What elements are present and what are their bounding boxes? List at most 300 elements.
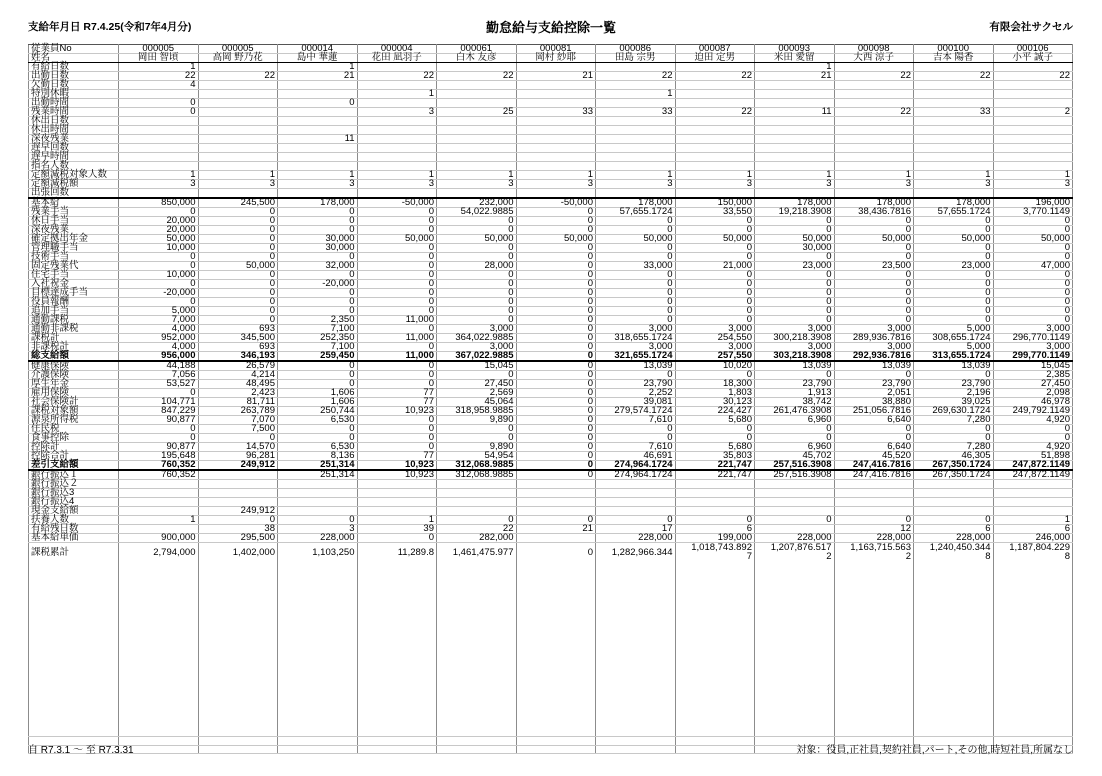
- value-cell: 221,747: [675, 470, 755, 480]
- value-cell: [357, 498, 437, 507]
- value-cell: 3: [914, 180, 994, 189]
- value-cell: 77: [357, 398, 437, 407]
- value-cell: [119, 153, 199, 162]
- value-cell: 364,022.9885: [437, 334, 517, 343]
- value-cell: 0: [993, 316, 1073, 325]
- value-cell: 0: [119, 434, 199, 443]
- value-cell: 4,920: [993, 416, 1073, 425]
- value-cell: 0: [675, 425, 755, 434]
- value-cell: 0: [357, 425, 437, 434]
- value-cell: 0: [516, 380, 596, 389]
- value-cell: 3,770.1149: [993, 208, 1073, 217]
- row-label: 出勤時間: [29, 99, 119, 108]
- value-cell: 21: [278, 72, 358, 81]
- value-cell: [278, 498, 358, 507]
- value-cell: [755, 543, 835, 562]
- value-cell: 274,964.1724: [596, 461, 676, 471]
- value-cell: 0: [993, 280, 1073, 289]
- blank-cell: [596, 737, 676, 746]
- value-cell: [993, 81, 1073, 90]
- blank-cell: [993, 562, 1073, 737]
- target-employees: 対象：役員,正社員,契約社員,パート,その他,時短社員,所属なし: [796, 745, 1073, 756]
- value-cell: 30,000: [278, 244, 358, 253]
- value-cell: [675, 90, 755, 99]
- value-cell: [993, 99, 1073, 108]
- value-cell: 0: [596, 298, 676, 307]
- value-cell: [993, 489, 1073, 498]
- value-cell: -20,000: [119, 289, 199, 298]
- table-row: [29, 198, 1073, 208]
- value-cell: 0: [198, 434, 278, 443]
- value-cell: 1: [993, 516, 1073, 525]
- value-cell: 1,913: [755, 389, 835, 398]
- value-cell: 367,022.9885: [437, 352, 517, 362]
- value-cell: 0: [675, 434, 755, 443]
- value-cell: 1: [357, 171, 437, 180]
- value-cell: 0: [516, 325, 596, 334]
- value-cell: 6,640: [834, 443, 914, 452]
- value-cell: 6,530: [278, 416, 358, 425]
- value-cell: 28,000: [437, 262, 517, 271]
- value-cell: [437, 126, 517, 135]
- blank-cell: [596, 562, 676, 737]
- value-cell: [516, 117, 596, 126]
- value-cell: [675, 498, 755, 507]
- value-cell: [357, 480, 437, 489]
- value-cell: [675, 81, 755, 90]
- value-cell: 760,352: [119, 461, 199, 471]
- value-cell: 292,936.7816: [834, 352, 914, 362]
- value-cell: 0: [278, 217, 358, 226]
- value-cell: 0: [516, 452, 596, 461]
- value-cell: [834, 489, 914, 498]
- value-cell: [755, 480, 835, 489]
- blank-cell: [437, 745, 517, 754]
- value-cell: 0: [675, 253, 755, 262]
- value-cell: 22: [914, 72, 994, 81]
- value-cell: 0: [516, 407, 596, 416]
- employee-name-cell: 大西 涼子: [834, 54, 914, 63]
- row-label: 課税計: [29, 334, 119, 343]
- value-cell: 318,958.9885: [437, 407, 517, 416]
- value-cell: [755, 126, 835, 135]
- value-cell: 0: [834, 516, 914, 525]
- row-label: 確定拠出年金: [29, 235, 119, 244]
- row-label: 定額減税額: [29, 180, 119, 189]
- value-cell: 20,000: [119, 217, 199, 226]
- value-cell: 39,081: [596, 398, 676, 407]
- value-cell: [914, 153, 994, 162]
- value-cell: 0: [198, 307, 278, 316]
- value-cell: 50,000: [755, 235, 835, 244]
- employee-name-cell: 高岡 野乃花: [198, 54, 278, 63]
- value-cell: 0: [755, 253, 835, 262]
- value-cell: 0: [437, 226, 517, 235]
- value-cell: [914, 162, 994, 171]
- value-cell: [516, 543, 596, 562]
- value-cell: 50,000: [596, 235, 676, 244]
- value-cell: 0: [357, 244, 437, 253]
- value-cell: 0: [278, 271, 358, 280]
- value-cell: 0: [914, 280, 994, 289]
- value-cell: 2,098: [993, 389, 1073, 398]
- value-cell: [198, 153, 278, 162]
- row-label: 課税対象額: [29, 407, 119, 416]
- value-cell: 0: [119, 298, 199, 307]
- value-cell: [516, 126, 596, 135]
- value-cell: 0: [516, 289, 596, 298]
- value-cell: 23,000: [914, 262, 994, 271]
- value-cell: 2,196: [914, 389, 994, 398]
- value-cell: 956,000: [119, 352, 199, 362]
- value-cell: [357, 117, 437, 126]
- blank-cell: [834, 562, 914, 737]
- value-cell: 0: [516, 307, 596, 316]
- value-cell: [993, 117, 1073, 126]
- value-cell: [119, 162, 199, 171]
- value-cell: 50,000: [198, 262, 278, 271]
- value-cell: 900,000: [119, 534, 199, 543]
- value-cell: 0: [278, 253, 358, 262]
- value-cell: 18,300: [675, 380, 755, 389]
- value-cell: 1: [278, 171, 358, 180]
- value-cell: [357, 144, 437, 153]
- value-cell: 0: [755, 217, 835, 226]
- value-cell: [834, 507, 914, 516]
- value-cell: 0: [516, 316, 596, 325]
- value-cell: [834, 135, 914, 144]
- value-cell: 13,039: [596, 361, 676, 371]
- value-cell: [198, 126, 278, 135]
- value-cell: [278, 162, 358, 171]
- value-cell: 32,000: [278, 262, 358, 271]
- value-cell: [914, 489, 994, 498]
- value-cell: 0: [278, 371, 358, 380]
- row-label: 住民税: [29, 425, 119, 434]
- value-cell: [596, 144, 676, 153]
- value-cell: 0: [914, 371, 994, 380]
- value-cell: 26,579: [198, 361, 278, 371]
- row-label: 遅早回数: [29, 144, 119, 153]
- value-cell: 3,000: [834, 325, 914, 334]
- value-cell: 1: [516, 171, 596, 180]
- value-cell: 0: [834, 425, 914, 434]
- value-cell: 9,890: [437, 416, 517, 425]
- value-cell: 21: [755, 72, 835, 81]
- value-cell: 0: [516, 334, 596, 343]
- value-cell: 0: [516, 389, 596, 398]
- value-cell: 13,039: [755, 361, 835, 371]
- value-cell: 51,898: [993, 452, 1073, 461]
- value-text: 1,282,966.344: [611, 546, 673, 558]
- value-cell: 0: [119, 389, 199, 398]
- value-cell: 850,000: [119, 198, 199, 208]
- value-cell: [834, 162, 914, 171]
- value-text: 0: [587, 546, 593, 558]
- value-cell: 0: [357, 371, 437, 380]
- value-cell: 6,960: [755, 443, 835, 452]
- employee-name-cell: 迫田 定男: [675, 54, 755, 63]
- value-cell: 0: [596, 425, 676, 434]
- value-cell: 0: [755, 371, 835, 380]
- table-row: [29, 90, 1073, 99]
- blank-cell: [29, 562, 119, 737]
- value-cell: 50,000: [834, 235, 914, 244]
- value-cell: 178,000: [278, 198, 358, 208]
- blank-cell: [278, 562, 358, 737]
- value-cell: 279,574.1724: [596, 407, 676, 416]
- table-row: [29, 271, 1073, 280]
- value-cell: 0: [198, 226, 278, 235]
- value-cell: 0: [834, 298, 914, 307]
- value-cell: 312,068.9885: [437, 461, 517, 471]
- value-cell: 250,744: [278, 407, 358, 416]
- value-cell: 3: [278, 180, 358, 189]
- value-cell: 4,000: [119, 343, 199, 352]
- value-cell: 0: [516, 244, 596, 253]
- value-text: 1,018,743.8927: [691, 542, 752, 563]
- value-cell: 0: [914, 434, 994, 443]
- blank-cell: [278, 737, 358, 746]
- table-row: [29, 253, 1073, 262]
- value-cell: 0: [516, 361, 596, 371]
- table-row: [29, 99, 1073, 108]
- value-cell: [596, 117, 676, 126]
- value-cell: 0: [993, 289, 1073, 298]
- value-cell: 0: [119, 262, 199, 271]
- value-cell: [357, 126, 437, 135]
- value-cell: 267,350.1724: [914, 461, 994, 471]
- value-cell: [278, 507, 358, 516]
- value-cell: 0: [993, 226, 1073, 235]
- value-cell: 50,000: [357, 235, 437, 244]
- value-cell: [516, 507, 596, 516]
- value-cell: 104,771: [119, 398, 199, 407]
- value-cell: 282,000: [437, 534, 517, 543]
- value-cell: 0: [278, 307, 358, 316]
- value-cell: 0: [993, 217, 1073, 226]
- blank-cell: [437, 737, 517, 746]
- value-cell: 4,214: [198, 371, 278, 380]
- value-cell: 247,416.7816: [834, 461, 914, 471]
- value-cell: [755, 498, 835, 507]
- value-cell: 247,416.7816: [834, 470, 914, 480]
- value-cell: 33,000: [596, 262, 676, 271]
- table-row: [29, 180, 1073, 189]
- value-cell: 11: [755, 108, 835, 117]
- table-row: [29, 81, 1073, 90]
- value-cell: [278, 489, 358, 498]
- value-cell: [914, 144, 994, 153]
- value-cell: 0: [675, 516, 755, 525]
- value-cell: 228,000: [755, 534, 835, 543]
- value-cell: 0: [278, 380, 358, 389]
- value-cell: 0: [993, 298, 1073, 307]
- value-cell: 38,436.7816: [834, 208, 914, 217]
- value-cell: [675, 153, 755, 162]
- value-cell: 30,000: [755, 244, 835, 253]
- value-cell: [516, 135, 596, 144]
- blank-cell: [119, 562, 199, 737]
- employee-name-cell: 吉本 陽香: [914, 54, 994, 63]
- value-cell: 4,000: [119, 325, 199, 334]
- value-cell: 33,550: [675, 208, 755, 217]
- value-cell: [914, 498, 994, 507]
- value-cell: 1,606: [278, 398, 358, 407]
- value-cell: 33: [516, 108, 596, 117]
- value-cell: 308,655.1724: [914, 334, 994, 343]
- value-cell: 0: [437, 425, 517, 434]
- pay-date: 支給年月日 R7.4.25(令和7年4月分): [28, 21, 192, 33]
- value-cell: 269,630.1724: [914, 407, 994, 416]
- value-cell: 0: [993, 271, 1073, 280]
- value-cell: 0: [755, 280, 835, 289]
- value-cell: 0: [834, 434, 914, 443]
- employee-name-cell: 小平 誠子: [993, 54, 1073, 63]
- row-label: 固定残業代: [29, 262, 119, 271]
- value-cell: 7,000: [119, 316, 199, 325]
- value-cell: [596, 480, 676, 489]
- employee-name-cell: 岡村 紗耶: [516, 54, 596, 63]
- value-cell: 23,790: [596, 380, 676, 389]
- value-cell: 249,912: [198, 507, 278, 516]
- value-cell: 0: [675, 226, 755, 235]
- blank-cell: [516, 745, 596, 754]
- value-cell: 0: [914, 425, 994, 434]
- row-label: 欠勤日数: [29, 81, 119, 90]
- value-cell: [914, 480, 994, 489]
- value-cell: 150,000: [675, 198, 755, 208]
- value-cell: 0: [834, 271, 914, 280]
- value-cell: 10,923: [357, 461, 437, 471]
- value-cell: [755, 135, 835, 144]
- value-cell: 0: [357, 361, 437, 371]
- row-label: 役員報酬: [29, 298, 119, 307]
- value-cell: [119, 135, 199, 144]
- value-cell: [516, 144, 596, 153]
- value-cell: 0: [834, 289, 914, 298]
- value-cell: 0: [357, 325, 437, 334]
- value-cell: 0: [516, 470, 596, 480]
- value-cell: 0: [755, 434, 835, 443]
- value-cell: [914, 81, 994, 90]
- value-cell: 6: [675, 525, 755, 534]
- value-cell: [198, 108, 278, 117]
- employee-no-cell: 000100: [914, 45, 994, 54]
- value-cell: 0: [596, 217, 676, 226]
- value-cell: 847,229: [119, 407, 199, 416]
- value-cell: 760,352: [119, 470, 199, 480]
- value-cell: 3: [278, 525, 358, 534]
- value-cell: 45,702: [755, 452, 835, 461]
- value-cell: 0: [596, 434, 676, 443]
- row-label: 銀行振込3: [29, 489, 119, 498]
- value-cell: 1: [119, 171, 199, 180]
- value-cell: 3: [357, 180, 437, 189]
- value-cell: [596, 81, 676, 90]
- value-cell: 245,500: [198, 198, 278, 208]
- employee-name-row: [29, 54, 1073, 63]
- value-cell: 0: [675, 307, 755, 316]
- value-cell: 0: [357, 271, 437, 280]
- value-cell: 0: [914, 244, 994, 253]
- value-cell: [675, 144, 755, 153]
- value-cell: 3: [357, 108, 437, 117]
- value-cell: 228,000: [596, 534, 676, 543]
- value-cell: 8,136: [278, 452, 358, 461]
- employee-no-cell: 000087: [675, 45, 755, 54]
- blank-row: [29, 562, 1073, 737]
- period-range: 自 R7.3.1 ～ 至 R7.3.31: [28, 745, 134, 756]
- value-cell: 318,655.1724: [596, 334, 676, 343]
- value-cell: [596, 543, 676, 562]
- row-label: 有給日数: [29, 63, 119, 72]
- table-row: [29, 108, 1073, 117]
- value-cell: 0: [675, 371, 755, 380]
- value-cell: 50,000: [993, 235, 1073, 244]
- value-cell: 0: [357, 534, 437, 543]
- value-cell: 0: [198, 217, 278, 226]
- value-cell: 0: [357, 289, 437, 298]
- value-cell: [437, 480, 517, 489]
- value-cell: 23,000: [755, 262, 835, 271]
- value-cell: 23,500: [834, 262, 914, 271]
- value-cell: 0: [198, 289, 278, 298]
- value-cell: [675, 543, 755, 562]
- value-cell: 22: [993, 72, 1073, 81]
- value-cell: 0: [596, 516, 676, 525]
- value-cell: [198, 144, 278, 153]
- value-cell: [278, 153, 358, 162]
- row-label: 扶養人数: [29, 516, 119, 525]
- value-cell: 5,000: [914, 343, 994, 352]
- value-cell: [993, 480, 1073, 489]
- value-cell: 15,045: [437, 361, 517, 371]
- value-cell: [437, 162, 517, 171]
- value-cell: 0: [516, 253, 596, 262]
- value-cell: 0: [437, 434, 517, 443]
- table-row: [29, 126, 1073, 135]
- value-cell: [834, 153, 914, 162]
- row-label: 技術手当: [29, 253, 119, 262]
- row-label: 基本給単価: [29, 534, 119, 543]
- value-cell: 0: [278, 226, 358, 235]
- value-cell: [596, 489, 676, 498]
- value-cell: [437, 117, 517, 126]
- value-cell: [993, 153, 1073, 162]
- table-row: [29, 470, 1073, 480]
- value-cell: [914, 117, 994, 126]
- value-cell: 303,218.3908: [755, 352, 835, 362]
- value-cell: [675, 489, 755, 498]
- row-label: 通勤課税: [29, 316, 119, 325]
- value-cell: 0: [516, 343, 596, 352]
- row-label: 休出日数: [29, 117, 119, 126]
- value-cell: 0: [437, 280, 517, 289]
- value-cell: 0: [119, 108, 199, 117]
- value-cell: 0: [755, 307, 835, 316]
- value-cell: [278, 480, 358, 489]
- blank-cell: [596, 745, 676, 754]
- value-text: 1,187,804.2298: [1009, 542, 1070, 563]
- value-cell: 3,000: [834, 343, 914, 352]
- value-cell: 47,000: [993, 262, 1073, 271]
- row-label: 雇用保険: [29, 389, 119, 398]
- value-cell: 0: [755, 226, 835, 235]
- table-row: [29, 507, 1073, 516]
- row-label: 非課税計: [29, 343, 119, 352]
- value-cell: 299,770.1149: [993, 352, 1073, 362]
